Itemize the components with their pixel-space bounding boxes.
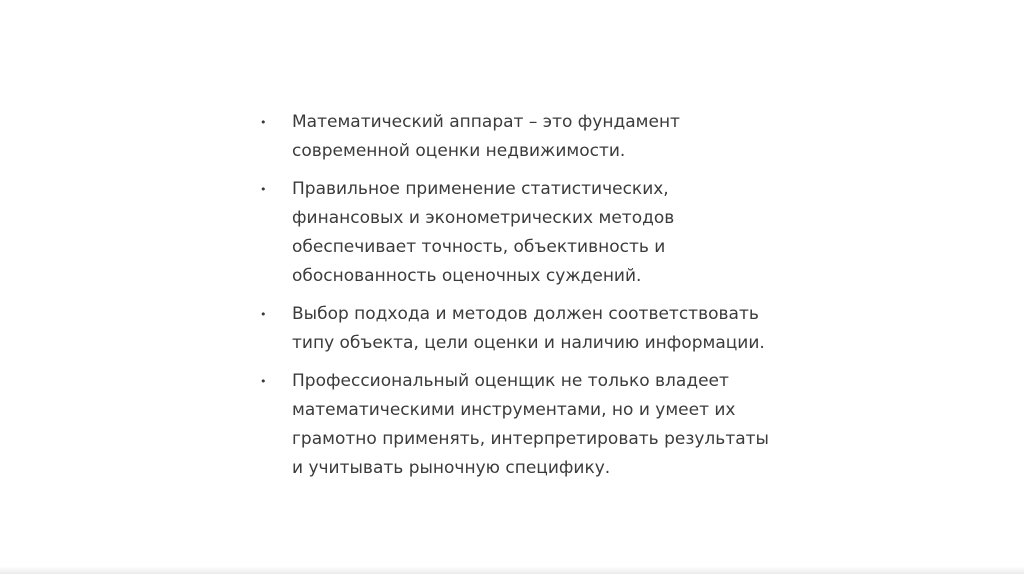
bullet-line: современной оценки недвижимости. [292,141,626,161]
bullet-line: математическими инструментами, но и умеет их [292,400,736,420]
bullet-line: типу объекта, цели оценки и наличию информации. [292,333,765,353]
bullet-item-1 [258,108,778,166]
bullet-line: грамотно применять, интерпретировать результаты [292,429,769,449]
bullet-line: финансовых и эконометрических методов [292,208,675,228]
bullet-line: Математический аппарат – это фундамент [292,112,680,132]
bullet-line: и учитывать рыночную специфику. [292,458,611,478]
bullet-line: Выбор подхода и методов должен соответствовать [292,304,759,324]
bullet-item-4 [258,367,778,483]
bullet-list [258,108,778,492]
bullet-line: Профессиональный оценщик не только владеет [292,371,729,391]
bullet-line: Правильное применение статистических, [292,179,669,199]
bullet-marker: • [260,375,267,388]
bullet-item-2 [258,175,778,291]
bullet-marker: • [260,116,267,129]
bottom-edge-shadow [0,566,1024,574]
bullet-marker: • [260,308,267,321]
bullet-marker: • [260,183,267,196]
bullet-item-3 [258,300,778,358]
bullet-line: обоснованность оценочных суждений. [292,266,642,286]
bullet-line: обеспечивает точность, объективность и [292,237,666,257]
